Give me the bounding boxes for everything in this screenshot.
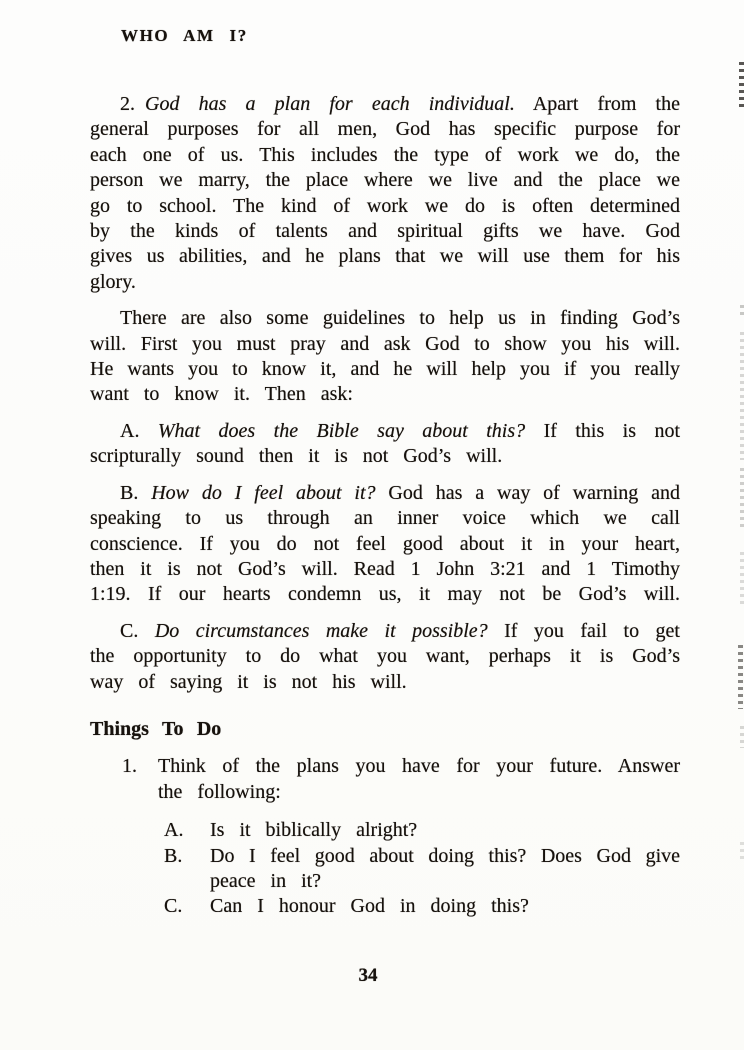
text-line: B. How do I feel about it? God has a way of warning and [120, 481, 680, 504]
scan-artifact-mark [740, 305, 744, 319]
paragraph [90, 92, 680, 295]
text-line: He wants you to know it, and he will help you if you really [90, 358, 680, 381]
text-line: general purposes for all men, God has specific purpose for [90, 118, 680, 141]
text-line: way of saying it is not his will. [90, 670, 407, 693]
text-line: want to know it. Then ask: [90, 383, 353, 406]
text-line: 2. God has a plan for each individual. Apart from the [120, 93, 680, 115]
scan-artifact-mark [740, 468, 744, 530]
scan-artifact-mark [739, 62, 744, 108]
list-marker: C. [164, 895, 183, 918]
text-line: will. First you must pray and ask God to show you his will. [90, 332, 680, 355]
text-column [90, 27, 680, 988]
paragraph [90, 619, 680, 695]
paragraph [90, 419, 680, 470]
text-line: 1:19. If our hearts condemn us, it may not be God’s will. [90, 583, 680, 606]
text-line: There are also some guidelines to help us in finding God’s [120, 307, 680, 330]
list-marker: B. [164, 844, 183, 867]
text-line: the opportunity to do what you want, perhaps it is God’s [90, 645, 680, 668]
text-line: the following: [158, 780, 281, 803]
text-line: C. Do circumstances make it possible? If you fail to get [120, 619, 680, 642]
section-heading: Things To Do [90, 717, 222, 740]
text-line: by the kinds of talents and spiritual gifts we have. God [90, 220, 680, 243]
list-item [90, 754, 680, 805]
text-line: glory. [90, 270, 136, 293]
scan-artifact-mark [740, 842, 744, 860]
scan-artifact-mark [740, 332, 744, 460]
list-item [90, 894, 680, 919]
scan-artifact-mark [738, 645, 743, 709]
text-line: conscience. If you do not feel good about it in your heart, [90, 532, 680, 555]
text-line: speaking to us through an inner voice which we call [90, 507, 680, 530]
text-line: go to school. The kind of work we do is often determined [90, 194, 680, 217]
text-line: then it is not God’s will. Read 1 John 3:21 and 1 Timothy [90, 557, 680, 580]
scan-artifact-mark [740, 726, 744, 748]
list-item [90, 818, 680, 843]
paragraph [90, 306, 680, 408]
text-line: gives us abilities, and he plans that we will use them for his [90, 245, 680, 268]
text-line: Is it biblically alright? [210, 819, 418, 842]
text-line: A. What does the Bible say about this? If this is not [120, 419, 681, 442]
text-line: each one of us. This includes the type of work we do, the [90, 143, 680, 166]
text-line: Can I honour God in doing this? [210, 895, 529, 918]
text-line: Think of the plans you have for your future. Answer [158, 755, 680, 778]
text-line: Do I feel good about doing this? Does God give [210, 844, 680, 867]
scan-artifact-mark [740, 552, 744, 604]
list-marker: 1. [122, 755, 137, 778]
text-line: person we marry, the place where we live and the place we [90, 169, 680, 192]
body-text [90, 92, 680, 920]
list-item [90, 844, 680, 895]
paragraph [90, 481, 680, 608]
text-line: peace in it? [210, 869, 322, 892]
list-marker: A. [164, 819, 184, 842]
page-number: 34 [358, 964, 378, 986]
running-header: WHO AM I? [121, 26, 248, 45]
text-line: scripturally sound then it is not God’s will. [90, 445, 503, 468]
